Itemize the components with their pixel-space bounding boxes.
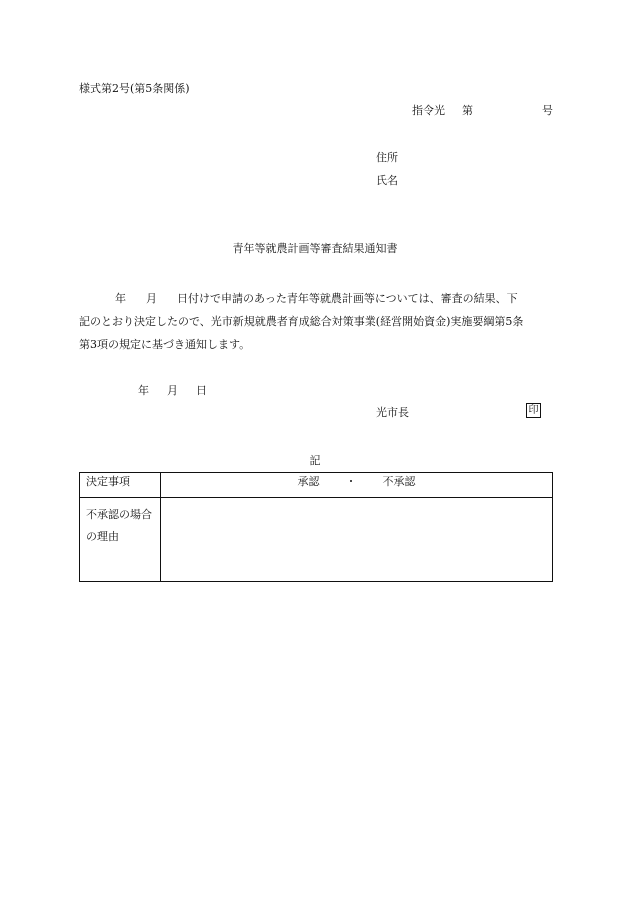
- table-row: [80, 473, 553, 498]
- address-label: 住所: [376, 151, 398, 164]
- issue-year: 年: [138, 384, 149, 397]
- notice-body: [79, 287, 553, 356]
- body-line-1-text: 日付けで申請のあった青年等就農計画等については、審査の結果、下: [177, 292, 518, 305]
- name-label: 氏名: [376, 174, 398, 187]
- body-year: 年: [115, 292, 126, 305]
- issue-day: 日: [196, 384, 207, 397]
- reason-label: [80, 498, 161, 582]
- directive-prefix: 指令光: [412, 104, 445, 117]
- directive-label: 第: [462, 104, 473, 117]
- directive-number: [412, 102, 553, 118]
- table-row: [80, 498, 553, 582]
- body-line-2: 記のとおり決定したので、光市新規就農者育成総合対策事業(経営開始資金)実施要綱第5条: [79, 315, 524, 328]
- option-separator: ・: [345, 475, 357, 488]
- issue-date: [138, 382, 207, 398]
- reason-field[interactable]: [161, 498, 553, 582]
- document-title: 青年等就農計画等審査結果通知書: [232, 242, 398, 255]
- reason-label-line-2: の理由: [86, 530, 119, 543]
- decision-label: 決定事項: [80, 473, 161, 498]
- sender-title: 光市長: [376, 406, 409, 419]
- issue-month: 月: [167, 384, 178, 397]
- body-line-3: 第3項の規定に基づき通知します。: [79, 338, 251, 351]
- directive-suffix: 号: [542, 104, 553, 117]
- decision-options: [161, 473, 553, 498]
- body-month: 月: [146, 292, 157, 305]
- form-number: 様式第2号(第5条関係): [79, 82, 190, 95]
- seal-mark: 印: [526, 403, 541, 418]
- reason-label-line-1: 不承認の場合: [86, 508, 152, 521]
- reject-option[interactable]: 不承認: [382, 475, 416, 488]
- decision-table: [79, 472, 553, 582]
- body-line-1: [79, 287, 553, 310]
- approve-option[interactable]: 承認: [297, 475, 320, 488]
- ki-heading: 記: [309, 454, 321, 467]
